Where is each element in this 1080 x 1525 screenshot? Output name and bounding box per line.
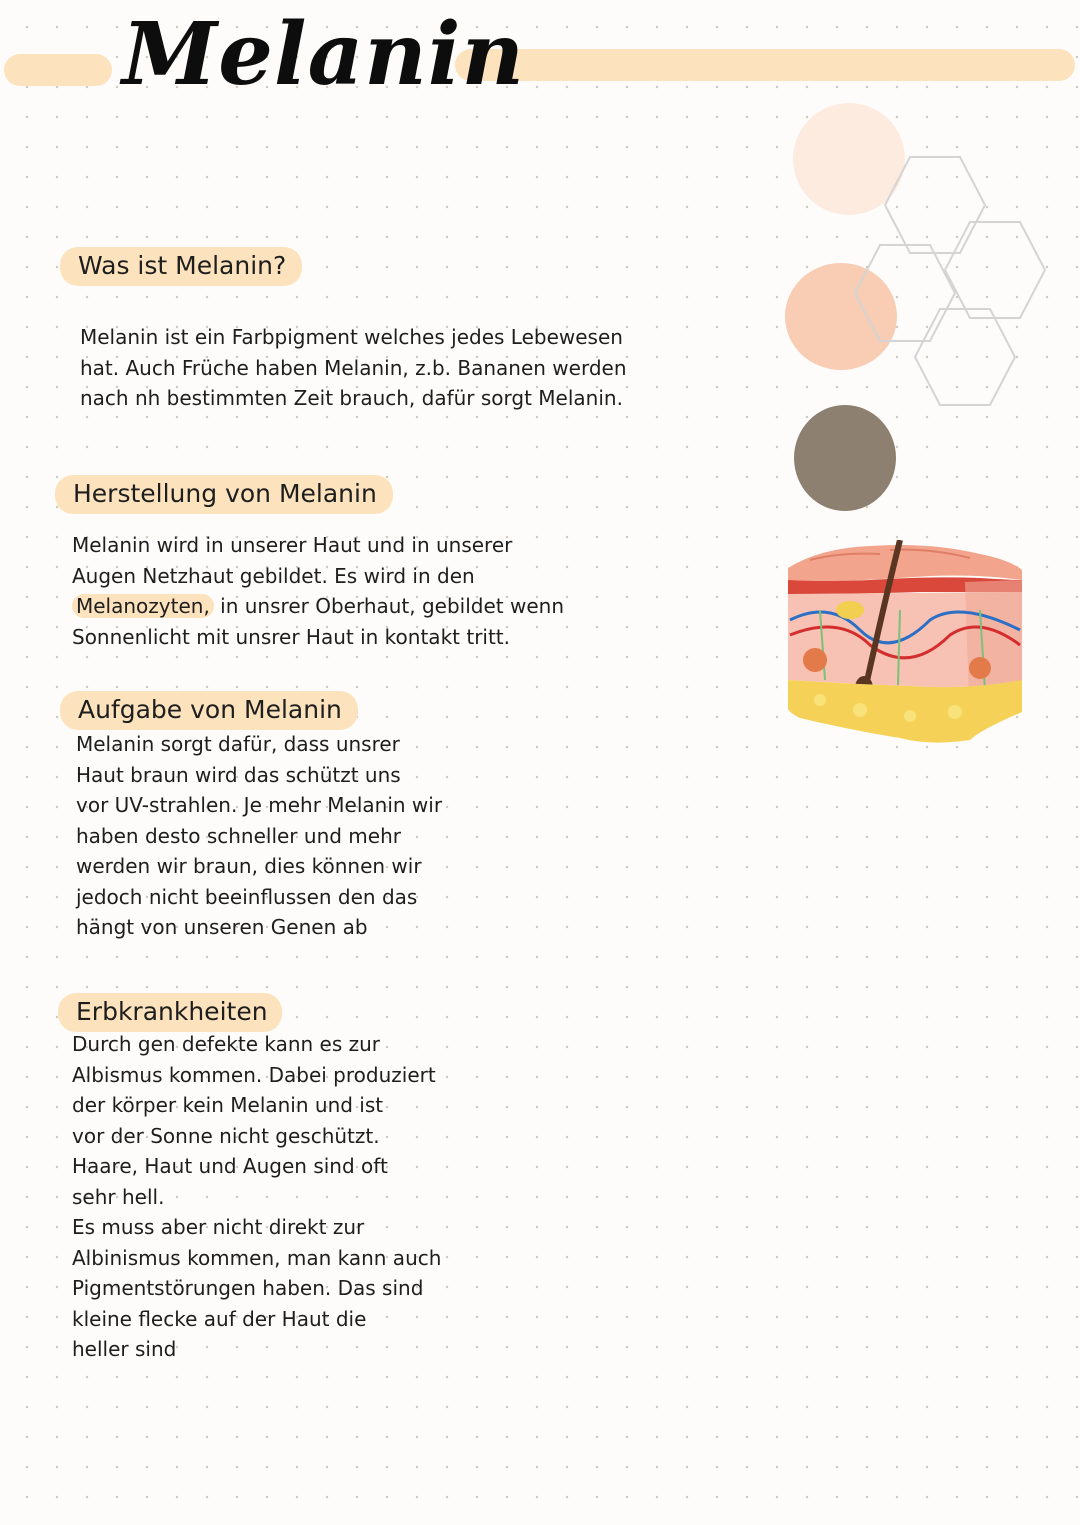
heading-herstellung: Herstellung von Melanin	[55, 475, 393, 514]
heading-erbkrankheiten: Erbkrankheiten	[58, 993, 282, 1032]
hexagon-pattern-icon	[845, 145, 1050, 407]
highlight-melanozyten: Melanozyten,	[72, 594, 214, 618]
body-aufgabe: Melanin sorgt dafür, dass unsrer Haut braun wird das schützt uns vor UV-strahlen. Je mehr Melanin wir haben desto schneller und mehr werden wir braun, dies können wir jedoch nicht beeinflussen den das hängt von unseren Genen ab	[76, 732, 443, 939]
heading-was-ist-melanin: Was ist Melanin?	[60, 247, 302, 286]
heading-aufgabe: Aufgabe von Melanin	[60, 691, 358, 730]
page-title: Melanin	[122, 4, 526, 105]
swatch-taupe	[794, 405, 896, 511]
title-accent-left	[4, 54, 112, 86]
body-erbkrankheiten: Durch gen defekte kann es zur Albismus kommen. Dabei produziert der körper kein Melanin und ist vor der Sonne nicht geschützt. Haare, Haut und Augen sind oft sehr hell. Es muss aber nicht direkt zur Albinismus kommen, man kann auch Pigmentstörungen haben. Das sind kleine flecke auf der Haut die heller sind	[72, 1032, 442, 1361]
skin-cross-section-icon	[780, 540, 1030, 750]
body-was-ist-melanin: Melanin ist ein Farbpigment welches jedes Lebewesen hat. Auch Früche haben Melanin, z.b. Bananen werden nach nh bestimmten Zeit brauch, dafür sorgt Melanin.	[80, 325, 627, 410]
title-accent-right	[455, 49, 1075, 81]
body-herstellung: Melanin wird in unserer Haut und in unserer Augen Netzhaut gebildet. Es wird in den Melanozyten, in unsrer Oberhaut, gebildet wenn Sonnenlicht mit unsrer Haut in kontakt tritt.	[72, 533, 564, 649]
